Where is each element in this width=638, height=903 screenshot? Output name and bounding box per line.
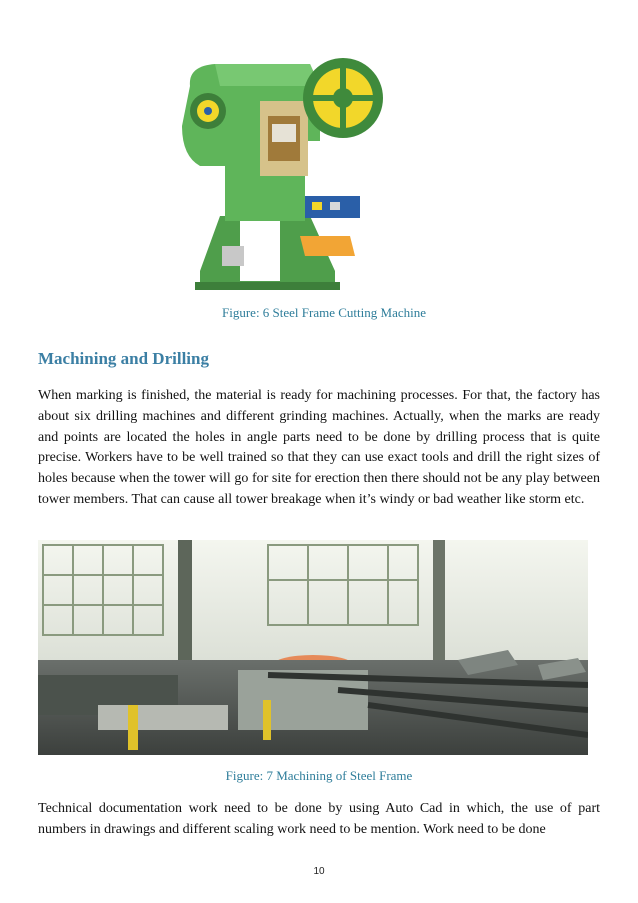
figure-6-caption: Figure: 6 Steel Frame Cutting Machine (222, 305, 426, 320)
machining-of-steel-frame-image (38, 540, 588, 755)
steel-frame-cutting-machine-image (160, 46, 390, 296)
documentation-paragraph: Technical documentation work need to be done by using Auto Cad in which, the use of part numbers in drawings and different scaling work need to be mention. Work need to be done (38, 801, 600, 837)
machining-paragraph: When marking is finished, the material is ready for machining processes. For that, the factory has about six drilling machines and different grinding machines. Actually, when the marks are ready and points are located the holes in angle parts need to be done by drilling process that is quite precise. Workers have to be well trained so that they can use exact tools and drill the right sizes of holes because when the tower will go for site for erection then there should not be any play between tower members. That can cause all tower breakage when it’s windy or bad weather like storm etc. (38, 388, 600, 507)
figure-7-caption: Figure: 7 Machining of Steel Frame (225, 768, 413, 783)
section-heading: Machining and Drilling (38, 349, 209, 368)
page-number: 10 (313, 866, 325, 877)
